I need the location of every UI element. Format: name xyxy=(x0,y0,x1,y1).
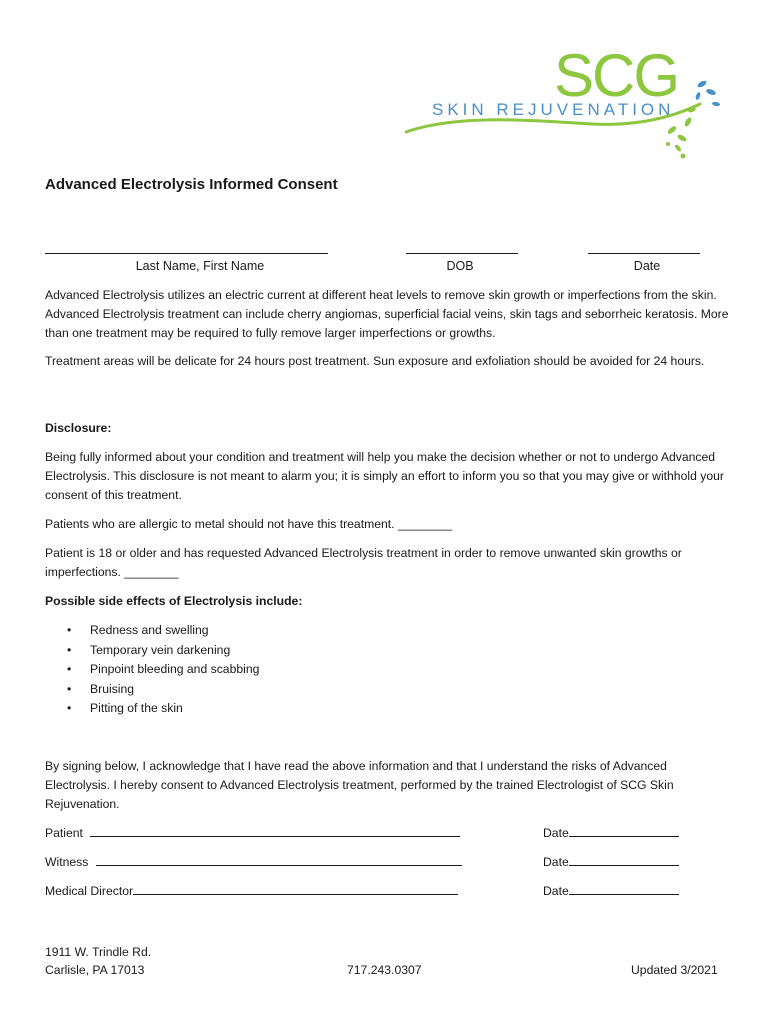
name-field-line[interactable] xyxy=(45,253,328,254)
side-effect-label: Pinpoint bleeding and scabbing xyxy=(90,662,260,676)
logo-subtitle-text: SKIN REJUVENATION xyxy=(432,100,675,119)
list-item xyxy=(45,621,259,641)
bullet-icon: • xyxy=(67,642,72,657)
age-request-statement[interactable]: Patient is 18 or older and has requested Advanced Electrolysis treatment in order to remove unwanted skin growths or imperfections. ________ xyxy=(45,546,682,579)
logo-flourish-blue xyxy=(695,79,721,106)
director-signature-row xyxy=(45,883,458,898)
bullet-icon: • xyxy=(67,662,72,676)
footer-address-line-2: Carlisle, PA 17013 xyxy=(45,963,145,977)
side-effect-label: Temporary vein darkening xyxy=(90,642,231,657)
director-date-label: Date xyxy=(543,884,569,898)
director-date-field[interactable] xyxy=(569,883,679,895)
patient-signature-row xyxy=(45,825,460,840)
intro-paragraph-2: Treatment areas will be delicate for 24 hours post treatment. Sun exposure and exfoliation should be avoided for 24 hours. xyxy=(45,354,705,368)
bullet-icon: • xyxy=(67,681,72,696)
director-date-row xyxy=(543,883,679,898)
witness-date-field[interactable] xyxy=(569,854,679,866)
side-effect-label: Bruising xyxy=(90,681,135,696)
side-effects-heading: Possible side effects of Electrolysis include: xyxy=(45,594,303,608)
dob-field-label: DOB xyxy=(446,259,474,273)
scg-logo xyxy=(402,44,732,166)
side-effect-label: Pitting of the skin xyxy=(90,701,183,715)
footer-address-line-1: 1911 W. Trindle Rd. xyxy=(45,945,152,959)
witness-date-label: Date xyxy=(543,855,569,869)
list-item xyxy=(45,660,259,680)
name-field-label: Last Name, First Name xyxy=(135,259,265,273)
director-signature-label: Medical Director xyxy=(45,884,134,898)
patient-date-label: Date xyxy=(543,826,569,840)
patient-date-field[interactable] xyxy=(569,825,679,837)
list-item xyxy=(45,680,259,700)
list-item xyxy=(45,641,259,661)
acknowledgement-paragraph: By signing below, I acknowledge that I have read the above information and that I understand the risks of Advanced Electrolysis. I hereby consent to Advanced Electrolysis treatment, performed by the trained Electrologist of SCG Skin Rejuvenation. xyxy=(45,759,674,811)
side-effect-label: Redness and swelling xyxy=(90,623,209,637)
date-field-line[interactable] xyxy=(588,253,700,254)
bullet-icon: • xyxy=(67,623,72,637)
logo-brand-text: SCG xyxy=(554,44,679,109)
witness-signature-label: Witness xyxy=(45,855,89,869)
footer-phone: 717.243.0307 xyxy=(347,963,422,977)
metal-allergy-statement[interactable]: Patients who are allergic to metal should not have this treatment. ________ xyxy=(45,517,453,531)
intro-paragraph-1: Advanced Electrolysis utilizes an electric current at different heat levels to remove skin growth or imperfections from the skin. Advanced Electrolysis treatment can include cherry angiomas, superficial facial veins, skin tags and seborrheic keratosis. More than one treatment may be required to fully remove larger imperfections or growths. xyxy=(45,288,729,340)
side-effects-list xyxy=(45,621,259,719)
director-signature-field[interactable] xyxy=(133,883,458,895)
witness-date-row xyxy=(543,854,679,869)
patient-date-row xyxy=(543,825,679,840)
list-item xyxy=(45,699,259,719)
footer-updated: Updated 3/2021 xyxy=(631,963,718,977)
date-field-label: Date xyxy=(633,259,661,273)
disclosure-heading: Disclosure: xyxy=(45,421,112,435)
bullet-icon: • xyxy=(67,701,72,715)
document-title: Advanced Electrolysis Informed Consent xyxy=(45,176,338,193)
disclosure-paragraph: Being fully informed about your condition and treatment will help you make the decision whether or not to undergo Advanced Electrolysis. This disclosure is not meant to alarm you; it is simply an effort to inform you so that you may give or withhold your consent of this treatment. xyxy=(45,450,724,502)
footer-address xyxy=(45,943,151,979)
patient-signature-label: Patient xyxy=(45,826,83,840)
patient-signature-field[interactable] xyxy=(90,825,460,837)
dob-field-line[interactable] xyxy=(406,253,518,254)
witness-signature-row xyxy=(45,854,462,869)
witness-signature-field[interactable] xyxy=(96,854,462,866)
